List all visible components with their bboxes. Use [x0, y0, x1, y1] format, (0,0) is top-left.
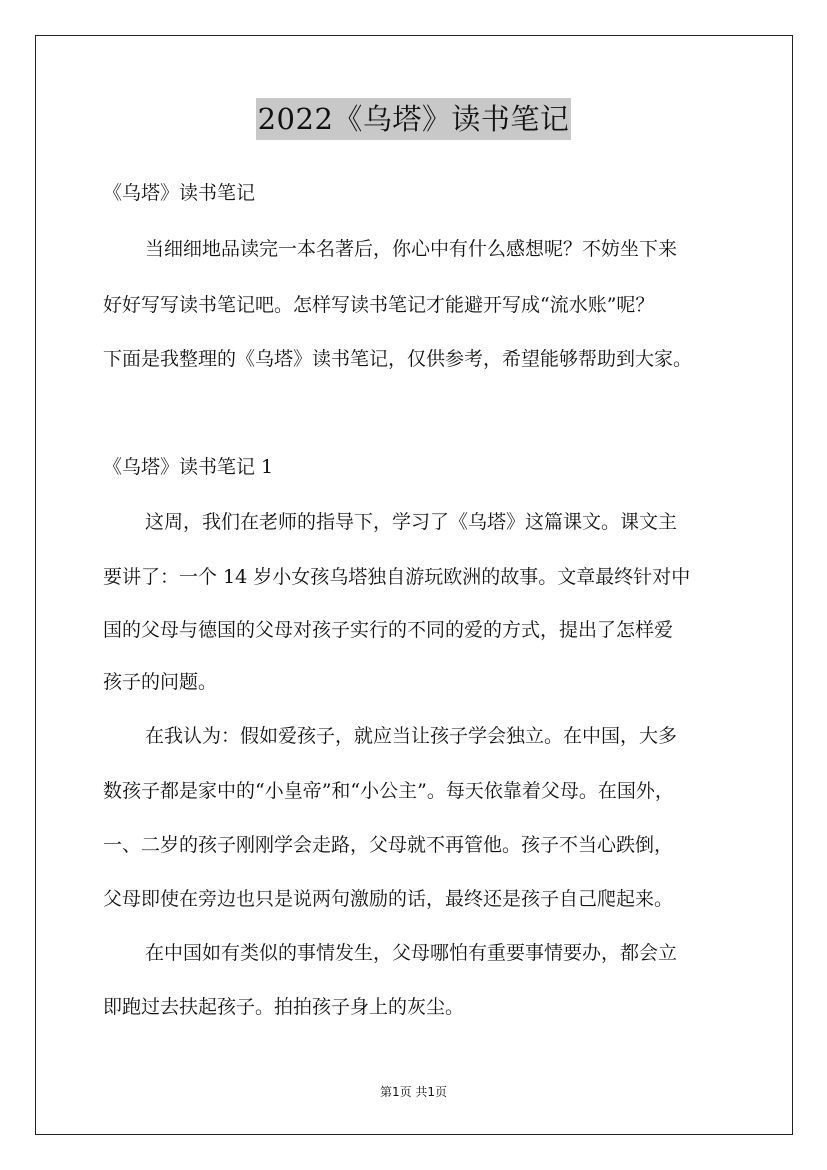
paragraph3-line-2: 即跑过去扶起孩子。拍拍孩子身上的灰尘。: [103, 996, 465, 1018]
paragraph1-line-3: 国的父母与德国的父母对孩子实行的不同的爱的方式，提出了怎样爱: [103, 619, 674, 641]
intro-line-3: 下面是我整理的《乌塔》读书笔记，仅供参考，希望能够帮助到大家。: [103, 348, 693, 370]
page-footer: 第1页 共1页: [379, 1085, 448, 1099]
paragraph3-line-1: 在中国如有类似的事情发生，父母哪怕有重要事情要办，都会立: [145, 942, 678, 964]
intro-line-2: 好好写写读书笔记吧。怎样写读书笔记才能避开写成“流水账”呢？: [103, 294, 655, 316]
paragraph1-line-4: 孩子的问题。: [103, 671, 218, 693]
paragraph2-line-4: 父母即使在旁边也只是说两句激励的话，最终还是孩子自己爬起来。: [103, 888, 674, 910]
paragraph2-line-1: 在我认为：假如爱孩子，就应当让孩子学会独立。在中国，大多: [145, 725, 678, 747]
paragraph1-line-2: 要讲了：一个 14 岁小女孩乌塔独自游玩欧洲的故事。文章最终针对中: [103, 566, 691, 588]
paragraph2-line-3: 一、二岁的孩子刚刚学会走路，父母就不再管他。孩子不当心跌倒，: [103, 834, 674, 856]
subtitle: 《乌塔》读书笔记: [103, 182, 256, 204]
section-heading: 《乌塔》读书笔记 1: [103, 456, 274, 478]
document-title: 2022《乌塔》读书笔记: [256, 98, 572, 140]
paragraph1-line-1: 这周，我们在老师的指导下，学习了《乌塔》这篇课文。课文主: [145, 511, 678, 533]
intro-line-1: 当细细地品读完一本名著后，你心中有什么感想呢？不妨坐下来: [145, 238, 678, 260]
paragraph2-line-2: 数孩子都是家中的“小皇帝”和“小公主”。每天依靠着父母。在国外，: [103, 780, 674, 802]
